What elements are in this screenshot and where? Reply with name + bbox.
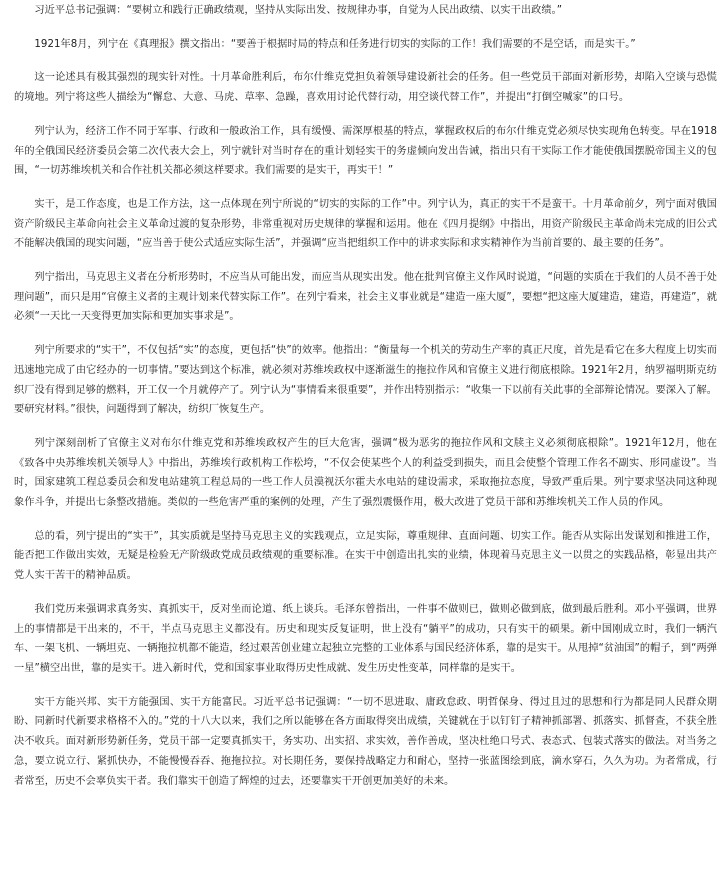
paragraph: 1921年8月，列宁在《真理报》撰文指出：“要善于根据时局的特点和任务进行切实的实际的工作！我们需要的不是空话，而是实干。” bbox=[34, 38, 636, 50]
paragraph: 习近平总书记强调：“要树立和践行正确政绩观，坚持从实际出发、按规律办事，自觉为人民出政绩、以实干出政绩。” bbox=[34, 5, 563, 16]
paragraph: 列宁认为，经济工作不同于军事、行政和一般政治工作，具有缓慢、需深厚根基的特点，掌握政权后的布尔什维克党必须尽快实现角色转变。早在1918年的全俄国民经济委员会第二次代表大会上，列宁就针对当时存在的重计划轻实干的务虚倾向发出告诫，指出只有干实际工作才能使俄国摆脱帝国主义的包围，“一切苏维埃机关和合作社机关都必须这样要求。我们需要的是实干，再实干！” bbox=[14, 125, 717, 177]
paragraph: 总的看，列宁提出的“实干”，其实质就是坚持马克思主义的实践观点，立足实际，尊重规律、直面问题、切实工作。能否从实际出发谋划和推进工作，能否把工作做出实效，无疑是检验无产阶级政党成员政绩观的重要标准。在实干中创造出扎实的业绩，体现着马克思主义一以贯之的实践品格，彰显出共产党人实干苦干的精神品质。 bbox=[14, 530, 717, 582]
paragraph: 实干，是工作态度，也是工作方法，这一点体现在列宁所说的“切实的实际的工作”中。列宁认为，真正的实干不是蛮干。十月革命前夕，列宁面对俄国资产阶级民主革命向社会主义革命过渡的复杂形势，非常重视对历史规律的掌握和运用。他在《四月提纲》中指出，用资产阶级民主革命尚未完成的旧公式不能解决俄国的现实问题，“应当善于使公式适应实际生活”，并强调“应当把组织工作中的讲求实际和求实精神作为当前首要的、最主要的任务”。 bbox=[14, 198, 717, 250]
paragraph: 列宁所要求的“实干”，不仅包括“实”的态度，更包括“快”的效率。他指出：“衡量每一个机关的劳动生产率的真正尺度，首先是看它在多大程度上切实而迅速地完成了由它经办的一切事情。”要达到这个标准，就必须对苏维埃政权中逐渐滋生的拖拉作风和官僚主义进行彻底根除。1921年2月，纳罗福明斯克纺织厂没有得到足够的燃料，开工仅一个月就停产了。列宁认为“事情看来很重要”，并作出特别指示：“收集一下以前有关此事的全部辩论情况。要深入了解。要研究材料。”很快，问题得到了解决，纺织厂恢复生产。 bbox=[14, 345, 717, 416]
paragraph: 列宁指出，马克思主义者在分析形势时，不应当从可能出发，而应当从现实出发。他在批判官僚主义作风时说道，“问题的实质在于我们的人员不善于处理问题”，而只是用“官僚主义者的主观计划来代替实际工作”。在列宁看来，社会主义事业就是“建造一座大厦”，要想“把这座大厦建造，建造，再建造”，就必须“一天比一天变得更加实际和更加实事求是”。 bbox=[14, 272, 717, 323]
paragraph: 我们党历来强调求真务实、真抓实干，反对坐而论道、纸上谈兵。毛泽东曾指出，一件事不做则已，做则必做到底，做到最后胜利。邓小平强调，世界上的事情都是干出来的，不干，半点马克思主义都没有。历史和现实反复证明，世上没有“躺平”的成功，只有实干的硕果。新中国刚成立时，我们一辆汽车、一架飞机、一辆坦克、一辆拖拉机都不能造，经过艰苦创业建立起独立完整的工业体系与国民经济体系，靠的是实干。从甩掉“贫油国”的帽子，到“两弹一星”横空出世，靠的是实干。进入新时代，党和国家事业取得历史性成就、发生历史性变革，同样靠的是实干。 bbox=[14, 603, 717, 674]
paragraph: 实干方能兴邦、实干方能强国、实干方能富民。习近平总书记强调：“一切不思进取、庸政怠政、明哲保身、得过且过的思想和行为都是同人民群众期盼、同新时代新要求格格不入的。”党的十八大以来，我们之所以能够在各方面取得突出成绩，关键就在于以钉钉子精神抓部署、抓落实、抓督查，不获全胜决不收兵。面对新形势新任务，党员干部一定要真抓实干，务实功、出实招、求实效，善作善成，坚决杜绝口号式、表态式、包装式落实的做法。对当务之急，要立说立行、紧抓快办，不能慢慢吞吞、拖拖拉拉。对长期任务，要保持战略定力和耐心，坚持一张蓝图绘到底，滴水穿石，久久为功。为者常成，行者常至，历史不会辜负实干者。我们靠实干创造了辉煌的过去，还要靠实干开创更加美好的未来。 bbox=[14, 696, 717, 787]
paragraph: 列宁深刻剖析了官僚主义对布尔什维克党和苏维埃政权产生的巨大危害，强调“极为恶劣的拖拉作风和文牍主义必须彻底根除”。1921年12月，他在《致各中央苏维埃机关领导人》中指出，苏维埃行政机构工作松垮，“不仅会使某些个人的利益受到损失，而且会使整个管理工作名不副实、形同虚设”。当时，国家建筑工程总委员会和发电站建筑工程总局的一些工作人员漠视沃尔霍夫水电站的建设需求，采取拖拉态度，导致严重后果。列宁要求坚决同这种现象作斗争，并提出七条整改措施。类似的一些危害严重的案例的处理，产生了强烈震慑作用，极大改进了党员干部和苏维埃机关工作人员的作风。 bbox=[14, 437, 717, 509]
paragraph: 这一论述具有极其强烈的现实针对性。十月革命胜利后，布尔什维克党担负着领导建设新社会的任务。但一些党员干部面对新形势，却陷入空谈与恐慌的境地。列宁将这些人描绘为“懈怠、大意、马虎、草率、急躁，喜欢用讨论代替行动，用空谈代替工作”，并提出“打倒空喊家”的口号。 bbox=[14, 72, 717, 104]
